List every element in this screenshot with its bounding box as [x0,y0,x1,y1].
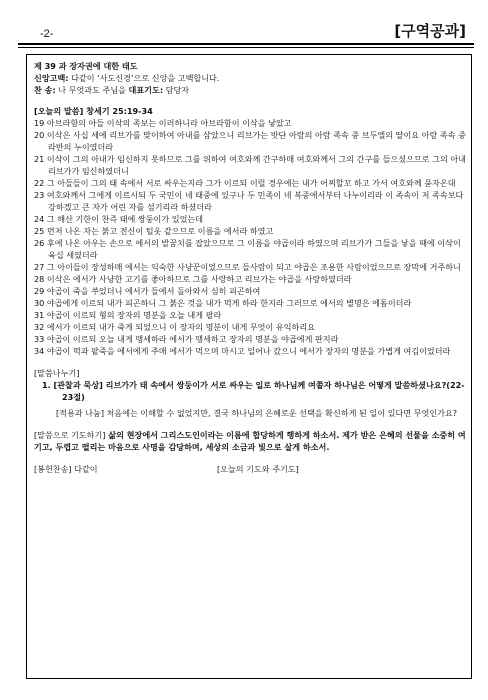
verse: 23 여호와께서 그에게 이르시되 두 국민이 네 태중에 있구나 두 민족이 네 복중에서부터 나누이리라 이 족속이 저 족속보다 강하겠고 큰 자가 어린 자를 섬기리라 하셨더라 [34,190,464,212]
verse-list [34,117,466,357]
today-prayer: [오늘의 기도와 주기도] [217,464,299,474]
page-number: -2- [40,28,54,40]
verse: 32 에서가 이르되 내가 죽게 되었으니 이 장자의 명분이 내게 무엇이 유익하리요 [34,322,315,332]
verse: 33 야곱이 이르되 오늘 내게 맹세하라 에서가 맹세하고 장자의 명분을 야곱에게 판지라 [34,334,339,344]
header-rule-thick [18,43,474,45]
application-text: 처음에는 이해할 수 없었지만, 결국 하나님의 은혜로운 선택을 확신하게 된 일이 있다면 무엇인가요? [103,408,458,418]
closing-prayer-label: [말씀으로 기도하기] [34,430,106,440]
header-rule-thin [18,47,474,48]
verse: 31 야곱이 이르되 형의 장자의 명분을 오늘 내게 팔라 [34,310,222,320]
application-label: [적용과 나눔] [56,408,104,418]
verse: 22 그 아들들이 그의 태 속에서 서로 싸우는지라 그가 이르되 이럴 경우에는 내가 어찌할꼬 하고 가서 여호와께 묻자온대 [34,178,456,188]
hymn-label: 찬 송: [34,85,56,95]
question-1-label: 1. [관찰과 묵상] [42,380,103,390]
verse: 28 이삭은 에서가 사냥한 고기를 좋아하므로 그를 사랑하고 리브가는 야곱을 사랑하였더라 [34,274,352,284]
prayer-label: 대표기도: [128,85,164,95]
verse: 19 아브라함의 아들 이삭의 족보는 이러하니라 아브라함이 이삭을 낳았고 [34,118,292,128]
verse: 34 야곱이 떡과 팥죽을 에서에게 주매 에서가 먹으며 마시고 일어나 갔으니 에서가 장자의 명분을 가볍게 여김이었더라 [34,346,451,356]
lesson-content [34,60,466,475]
question-1 [34,379,466,403]
closing-footer [34,463,466,475]
verse: 27 그 아이들이 장성하매 에서는 익숙한 사냥꾼이었으므로 들사람이 되고 야곱은 조용한 사람이었으므로 장막에 거주하니 [34,262,461,272]
verse: 25 먼저 나온 자는 붉고 전신이 털옷 같으므로 이름을 에서라 하였고 [34,226,274,236]
offering-hymn: [봉헌찬송] 다같이 [34,464,98,474]
closing-prayer [34,429,466,453]
prayer-text: 담당자 [163,85,190,95]
sharing-heading: [말씀나누기] [34,368,80,378]
question-1-text: 리브가가 태 속에서 쌍둥이가 서로 싸우는 일로 하나님께 여쭙자 하나님은 어떻게 말씀하셨나요?(22-23절) [62,380,465,402]
closing-prayer-text: 삶의 현장에서 그리스도인이라는 이름에 합당하게 행하게 하소서. 제가 받은 은혜의 선물을 소중히 여기고, 두렵고 떨리는 마음으로 사명을 감당하며, 세상의 소금과 빛으로 살게 하소서. [34,430,466,452]
lesson-title: 제 39 과 장자권에 대한 태도 [34,61,138,71]
application-question [34,407,466,419]
verse: 30 야곱에게 이르되 내가 피곤하니 그 붉은 것을 내가 먹게 하라 한지라 그러므로 에서의 별명은 에돔이더라 [34,298,412,308]
reading-heading: [오늘의 말씀] 창세기 25:19-34 [34,106,153,116]
confession-line [34,72,466,84]
confession-text: 다같이 ‘사도신경’으로 신앙을 고백합니다. [68,73,220,83]
verse: 29 야곱이 죽을 쑤었더니 에서가 들에서 돌아와서 심히 피곤하여 [34,286,261,296]
verse: 21 이삭이 그의 아내가 임신하지 못하므로 그를 위하여 여호와께 간구하매 여호와께서 그의 간구를 들으셨으므로 그의 아내 리브가가 임신하였더니 [34,154,467,176]
verse: 24 그 해산 기한이 찬즉 태에 쌍둥이가 있었는데 [34,214,204,224]
verse: 20 이삭은 사십 세에 리브가를 맞이하여 아내를 삼았으니 리브가는 밧단 아람의 아람 족속 중 브두엘의 딸이요 아람 족속 중 라반의 누이였더라 [34,130,466,152]
verse: 26 후에 나온 아우는 손으로 에서의 발꿈치를 잡았으므로 그 이름을 야곱이라 하였으며 리브가가 그들을 낳을 때에 이삭이 육십 세였더라 [34,238,461,260]
confession-label: 신앙고백: [34,73,69,83]
section-title: [구역공과] [394,22,466,40]
hymn-line [34,84,466,96]
hymn-text: 나 무엇과도 주님을 [55,85,129,95]
